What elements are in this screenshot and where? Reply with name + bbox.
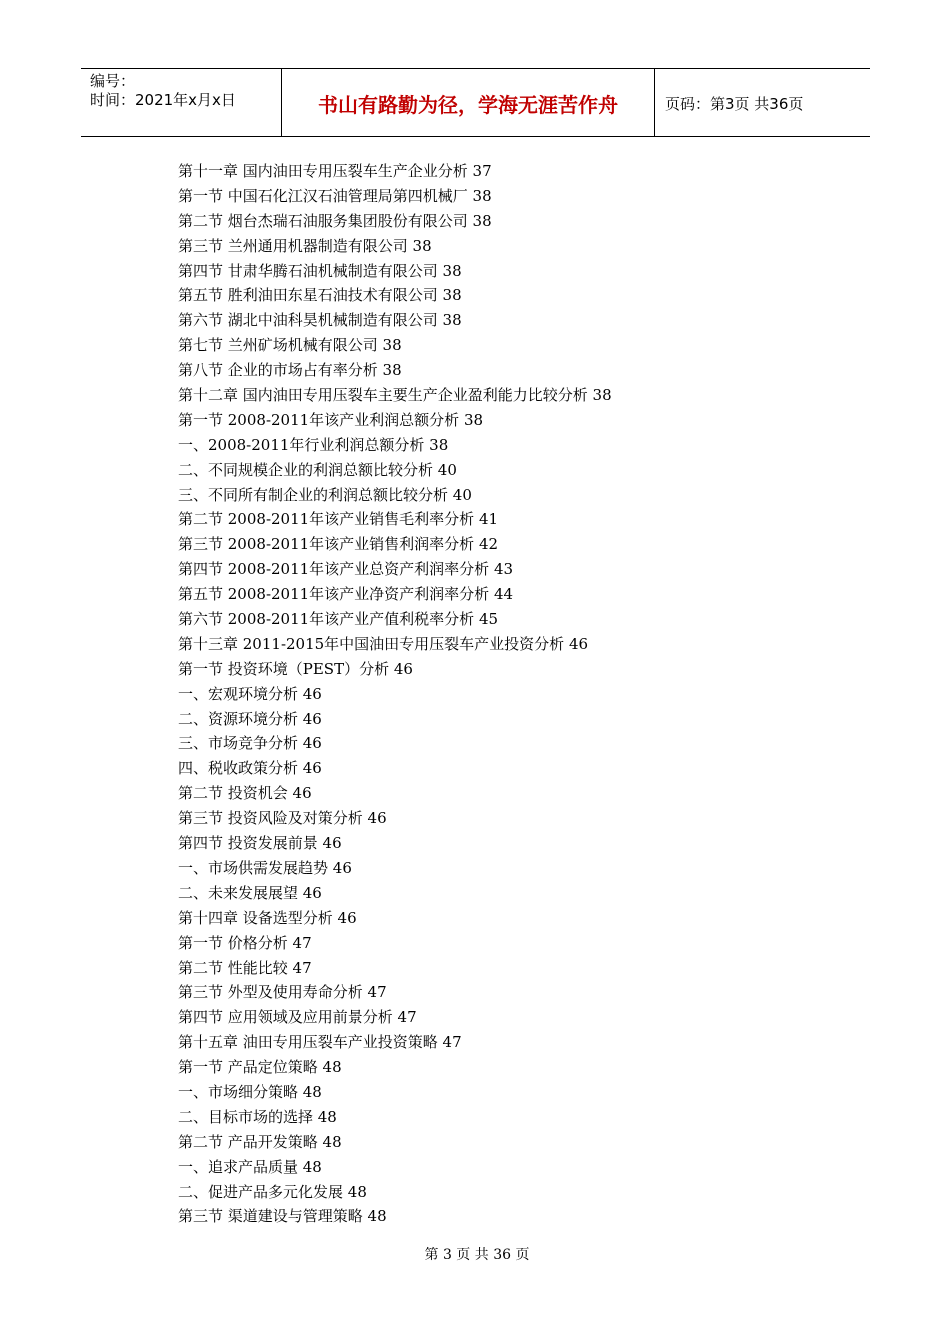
toc-entry[interactable]: 一、追求产品质量 48 (178, 1157, 322, 1176)
toc-entry[interactable]: 二、未来发展展望 46 (178, 883, 322, 902)
toc-entry[interactable]: 二、促进产品多元化发展 48 (178, 1182, 367, 1201)
header-middle-cell (282, 69, 655, 136)
toc-entry[interactable]: 第二节 性能比较 47 (178, 958, 312, 977)
page-footer (0, 1246, 950, 1264)
toc-entry[interactable]: 第三节 投资风险及对策分析 46 (178, 809, 387, 828)
toc-entry[interactable]: 第四节 投资发展前景 46 (178, 834, 342, 853)
footer-page-number: 第 3 页 共 36 页 (424, 1247, 530, 1263)
toc-entry[interactable]: 第三节 外型及使用寿命分析 47 (178, 983, 387, 1002)
motto: 书山有路勤为径，学海无涯苦作舟 (318, 93, 618, 117)
toc-entry[interactable]: 第十五章 油田专用压裂车产业投资策略 47 (178, 1033, 462, 1052)
toc-entry[interactable]: 第十三章 2011-2015年中国油田专用压裂车产业投资分析 46 (178, 634, 589, 653)
toc-entry[interactable]: 四、税收政策分析 46 (178, 759, 322, 778)
header-left-cell (81, 69, 282, 136)
toc-entry[interactable]: 第二节 2008-2011年该产业销售毛利率分析 41 (178, 510, 499, 529)
toc-entry[interactable]: 第一节 价格分析 47 (178, 933, 312, 952)
page-info: 页码：第3页 共36页 (665, 95, 804, 113)
toc-entry[interactable]: 第五节 2008-2011年该产业净资产利润率分析 44 (178, 585, 514, 604)
toc-entry[interactable]: 第三节 2008-2011年该产业销售利润率分析 42 (178, 535, 499, 554)
toc-entry[interactable]: 第四节 甘肃华腾石油机械制造有限公司 38 (178, 261, 462, 280)
toc-entry[interactable]: 二、不同规模企业的利润总额比较分析 40 (178, 460, 457, 479)
toc-entry[interactable]: 第六节 2008-2011年该产业产值利税率分析 45 (178, 610, 499, 629)
number-label: 编号： (90, 72, 136, 90)
toc-entry[interactable]: 三、市场竞争分析 46 (178, 734, 322, 753)
toc-entry[interactable]: 第四节 应用领域及应用前景分析 47 (178, 1008, 417, 1027)
toc-entry[interactable]: 第二节 产品开发策略 48 (178, 1132, 342, 1151)
toc-entry[interactable]: 一、市场细分策略 48 (178, 1082, 322, 1101)
toc-entry[interactable]: 第三节 兰州通用机器制造有限公司 38 (178, 236, 432, 255)
toc-entry[interactable]: 一、宏观环境分析 46 (178, 684, 322, 703)
toc-entry[interactable]: 三、不同所有制企业的利润总额比较分析 40 (178, 485, 472, 504)
header-right-cell (655, 69, 870, 136)
table-of-contents (178, 159, 878, 1229)
toc-entry[interactable]: 二、资源环境分析 46 (178, 709, 322, 728)
toc-entry[interactable]: 第四节 2008-2011年该产业总资产利润率分析 43 (178, 560, 514, 579)
toc-entry[interactable]: 第一节 产品定位策略 48 (178, 1058, 342, 1077)
toc-entry[interactable]: 第三节 渠道建设与管理策略 48 (178, 1207, 387, 1226)
toc-entry[interactable]: 第二节 投资机会 46 (178, 784, 312, 803)
toc-entry[interactable]: 第一节 2008-2011年该产业利润总额分析 38 (178, 410, 484, 429)
toc-entry[interactable]: 第十一章 国内油田专用压裂车生产企业分析 37 (178, 162, 492, 180)
toc-entry[interactable]: 一、市场供需发展趋势 46 (178, 858, 352, 877)
time-label: 时间：2021年x月x日 (90, 91, 236, 109)
toc-entry[interactable]: 第十四章 设备选型分析 46 (178, 908, 357, 927)
toc-entry[interactable]: 二、目标市场的选择 48 (178, 1107, 337, 1126)
toc-entry[interactable]: 第六节 湖北中油科昊机械制造有限公司 38 (178, 311, 462, 330)
toc-entry[interactable]: 第一节 投资环境（PEST）分析 46 (178, 659, 413, 678)
toc-entry[interactable]: 第七节 兰州矿场机械有限公司 38 (178, 336, 402, 355)
toc-entry[interactable]: 第十二章 国内油田专用压裂车主要生产企业盈利能力比较分析 38 (178, 386, 612, 405)
toc-entry[interactable]: 一、2008-2011年行业利润总额分析 38 (178, 435, 449, 454)
toc-entry[interactable]: 第八节 企业的市场占有率分析 38 (178, 361, 402, 380)
toc-entry[interactable]: 第二节 烟台杰瑞石油服务集团股份有限公司 38 (178, 211, 492, 230)
page-header (81, 68, 870, 137)
toc-entry[interactable]: 第五节 胜利油田东星石油技术有限公司 38 (178, 286, 462, 305)
toc-entry[interactable]: 第一节 中国石化江汉石油管理局第四机械厂 38 (178, 186, 492, 205)
